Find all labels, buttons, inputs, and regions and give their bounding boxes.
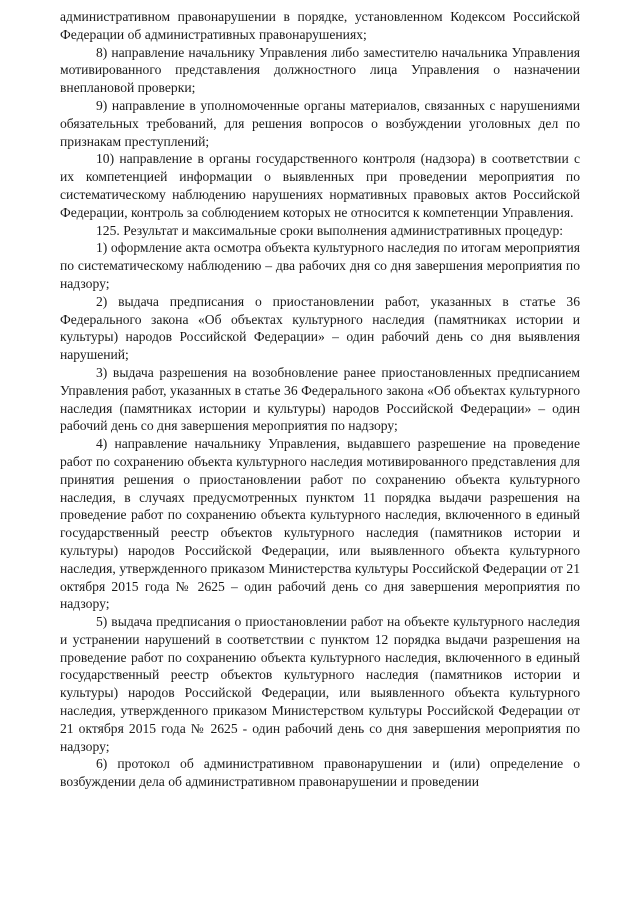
document-page xyxy=(60,8,580,791)
paragraph-result-1: 1) оформление акта осмотра объекта культурного наследия по итогам мероприятия по систематическому наблюдению – два рабочих дня со дня завершения мероприятия по надзору; xyxy=(60,240,580,291)
paragraph-item-10: 10) направление в органы государственного контроля (надзора) в соответствии с их компетенцией информации о выявленных при проведении мероприятия по систематическому наблюдению нарушениях нормативных правовых актов Российской Федерации, контроль за соблюдением которых не относится к компетенции Управления. xyxy=(60,151,580,220)
paragraph-item-9: 9) направление в уполномоченные органы материалов, связанных с нарушениями обязательных требований, для решения вопросов о возбуждении уголовных дел по признакам преступлений; xyxy=(60,97,580,149)
paragraph-clause-125: 125. Результат и максимальные сроки выполнения административных процедур: xyxy=(96,222,564,238)
paragraph-result-4: 4) направление начальнику Управления, выдавшего разрешение на проведение работ по сохранению объекта культурного наследия мотивированного представления для принятия решения о приостановлении работ по сохранению объекта культурного наследия, в случаях предусмотренных пунктом 11 порядка выдачи разрешения на проведение работ по сохранению объекта культурного наследия, включенного в единый государственный реестр объектов культурного наследия (памятников истории и культуры) народов Российской Федерации, или выявленного объекта культурного наследия, утвержденного приказом Министерства культуры Российской Федерации от 21 октября 2015 года № 2625 – один рабочий день со дня завершения мероприятия по надзору; xyxy=(60,436,580,612)
paragraph-result-6: 6) протокол об административном правонарушении и (или) определение о возбуждении дела об административном правонарушении и проведении xyxy=(60,756,580,790)
paragraph-result-2: 2) выдача предписания о приостановлении работ, указанных в статье 36 Федерального закона «Об объектах культурного наследия (памятниках истории и культуры) народов Российской Федерации» – один рабочий день со дня выявления нарушений; xyxy=(60,293,580,363)
paragraph-result-3: 3) выдача разрешения на возобновление ранее приостановленных предписанием Управления работ, указанных в статье 36 Федерального закона «Об объектах культурного наследия (памятниках истории и культуры) народов Российской Федерации» – один рабочий день со дня завершения мероприятия по надзору; xyxy=(60,364,580,434)
paragraph-item-8: 8) направление начальнику Управления либо заместителю начальника Управления мотивированного представления должностного лица Управления о назначении внеплановой проверки; xyxy=(60,44,580,96)
paragraph-continuation: административном правонарушении в порядке, установленном Кодексом Российской Федерации об административных правонарушениях; xyxy=(60,9,580,42)
paragraph-result-5: 5) выдача предписания о приостановлении работ на объекте культурного наследия и устранении нарушений в соответствии с пунктом 12 порядка выдачи разрешения на проведение работ по сохранению объекта культурного наследия, включенного в единый государственный реестр объектов культурного наследия (памятников истории и культуры) народов Российской Федерации, или выявленного объекта культурного наследия, утвержденного приказом Министерством культуры Российской Федерации от 21 октября 2015 года № 2625 - один рабочий день со дня завершения мероприятия по надзору; xyxy=(60,614,580,754)
